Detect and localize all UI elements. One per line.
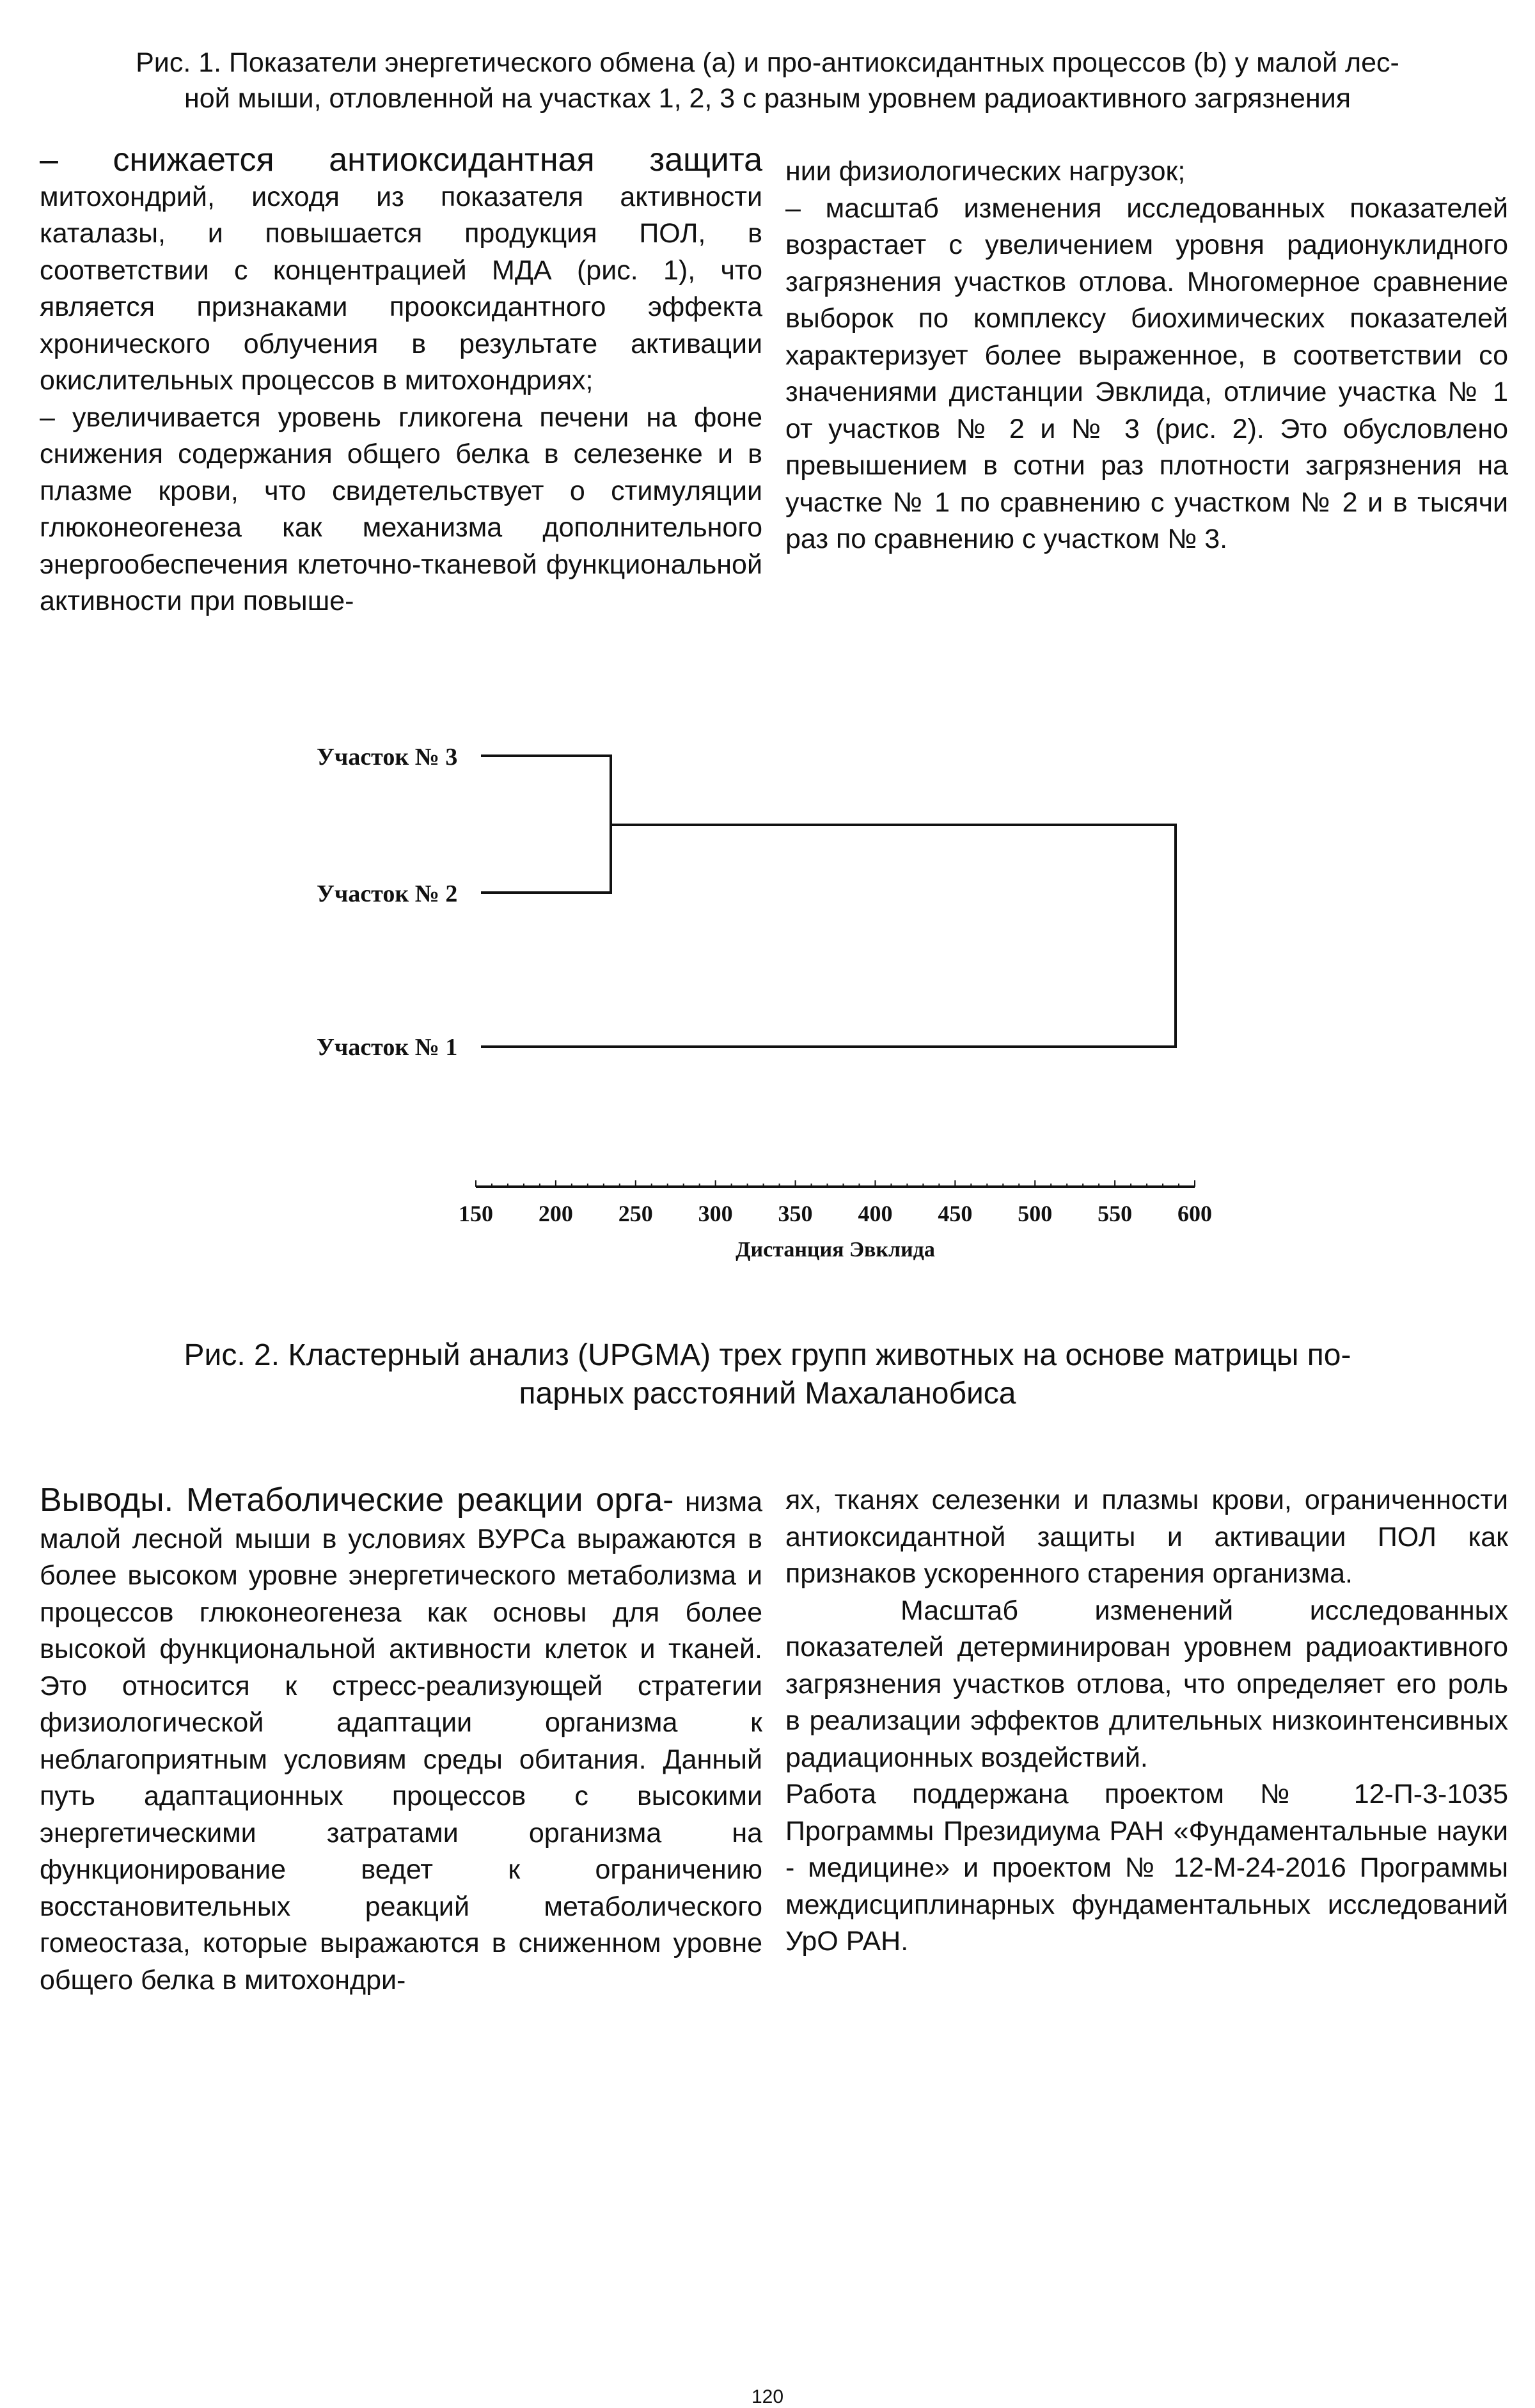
paragraph-loads: нии физиологических нагрузок; (785, 156, 1186, 187)
x-axis-tick-label: 500 (1018, 1201, 1053, 1226)
figure2-caption-line1: Рис. 2. Кластерный анализ (UPGMA) трех групп животных на основе матрицы по- (184, 1338, 1351, 1372)
dendrogram-leaf-labels (317, 744, 457, 1061)
conclusions-text: низма малой лесной мыши в условиях ВУРСа выражаются в более высоком уровне энергетического метаболизма и процессов глюконеогенеза как основы для более высокой функциональной активности клеток и тканей. Это относится к стресс-реализующей стратегии физиологической адаптации организма к неблагоприятным условиям среды обитания. Данный путь адаптационных процессов с высокими энергетическими затратами организма на функционирование ведет к ограничению восстановительных реакций метаболического гомеостаза, которые выражаются в сниженном уровне общего белка в митохондри- (40, 1487, 762, 1996)
paragraph-conclusions (40, 1482, 762, 1999)
conclusions-lead-rest: Метаболические реакции орга- (173, 1482, 674, 1519)
figure1-caption-line1: Рис. 1. Показатели энергетического обмена (a) и про-антиоксидантных процессов (b) у малой лес- (136, 47, 1399, 78)
x-axis-tick-label: 550 (1098, 1201, 1133, 1226)
x-axis-ticks (476, 1180, 1195, 1187)
figure2-caption (38, 1336, 1497, 1413)
figure1-caption (38, 45, 1497, 116)
x-axis-tick-label: 350 (778, 1201, 813, 1226)
x-axis-tick-labels (459, 1201, 1212, 1226)
figure2-caption-line2: парных расстояний Махаланобиса (519, 1377, 1016, 1411)
paragraph-funding: Работа поддержана проектом № 12-П-3-1035 Программы Президиума РАН «Фундаментальные науки - медицине» и проектом № 12-М-24-2016 Программы междисциплинарных фундаментальных исследований УрО РАН. (785, 1779, 1508, 1957)
paragraph-antioxidant-lead: – снижается антиоксидантная защита (40, 141, 762, 178)
conclusions-left-column (40, 1482, 762, 1999)
conclusions-right-column (785, 1482, 1508, 1960)
x-axis-tick-label: 600 (1177, 1201, 1212, 1226)
x-axis-tick-label: 300 (698, 1201, 733, 1226)
conclusions-heading: Выводы. (40, 1482, 174, 1519)
x-axis-tick-label: 400 (858, 1201, 893, 1226)
figure1-caption-line2: ной мыши, отловленной на участках 1, 2, 3 с разным уровнем радиоактивного загрязнения (184, 83, 1351, 114)
paragraph-antioxidant: митохондрий, исходя из показателя активности каталазы, и повышается продукция ПОЛ, в соответствии с концентрацией МДА (рис. 1), что является признаками прооксидантного эффекта хронического облучения в результате активации окислительных процессов в митохондриях; (40, 181, 762, 396)
branch-site3-site2 (481, 756, 611, 893)
upper-left-column (40, 142, 762, 620)
leaf-label-site-3: Участок № 3 (317, 744, 458, 770)
x-axis-label: Дистанция Эвклида (736, 1238, 935, 1262)
page-number: 120 (751, 2386, 784, 2407)
x-axis-tick-label: 200 (538, 1201, 573, 1226)
branch-root (481, 825, 1176, 1047)
leaf-label-site-2: Участок № 2 (317, 880, 458, 907)
x-axis-tick-label: 450 (938, 1201, 973, 1226)
paragraph-glycogen: – увеличивается уровень гликогена печени на фоне снижения содержания общего белка в селезенке и в плазме крови, что свидетельствует о стимуляции глюконеогенеза как механизма дополнительного энергообеспечения клеточно-тканевой функциональной активности при повыше- (40, 402, 762, 616)
leaf-label-site-1: Участок № 1 (317, 1034, 458, 1061)
paragraph-determined-scale: Масштаб изменений исследованных показателей детерминирован уровнем радиоактивного загрязнения участков отлова, что определяет его роль в реализации эффектов длительных низкоинтенсивных радиационных воздействий. (785, 1595, 1508, 1773)
dendrogram-branches (481, 756, 1176, 1047)
x-axis-tick-label: 250 (618, 1201, 653, 1226)
paragraph-scale: – масштаб изменения исследованных показателей возрастает с увеличением уровня радионуклидного загрязнения участков отлова. Многомерное сравнение выборок по комплексу биохимических показателей характеризует более выраженное, в соответствии со значениями дистанции Эвклида, отличие участка № 1 от участков № 2 и № 3 (рис. 2). Это обусловлено превышением в сотни раз плотности загрязнения на участке № 1 по сравнению с участком № 2 и в тысячи раз по сравнению с участком № 3. (785, 192, 1508, 554)
x-axis-tick-label: 150 (459, 1201, 493, 1226)
paragraph-aging: ях, тканях селезенки и плазмы крови, ограниченности антиоксидантной защиты и активации ПОЛ как признаков ускоренного старения организма. (785, 1485, 1508, 1589)
x-axis (459, 1180, 1212, 1262)
upper-right-column (785, 153, 1508, 558)
